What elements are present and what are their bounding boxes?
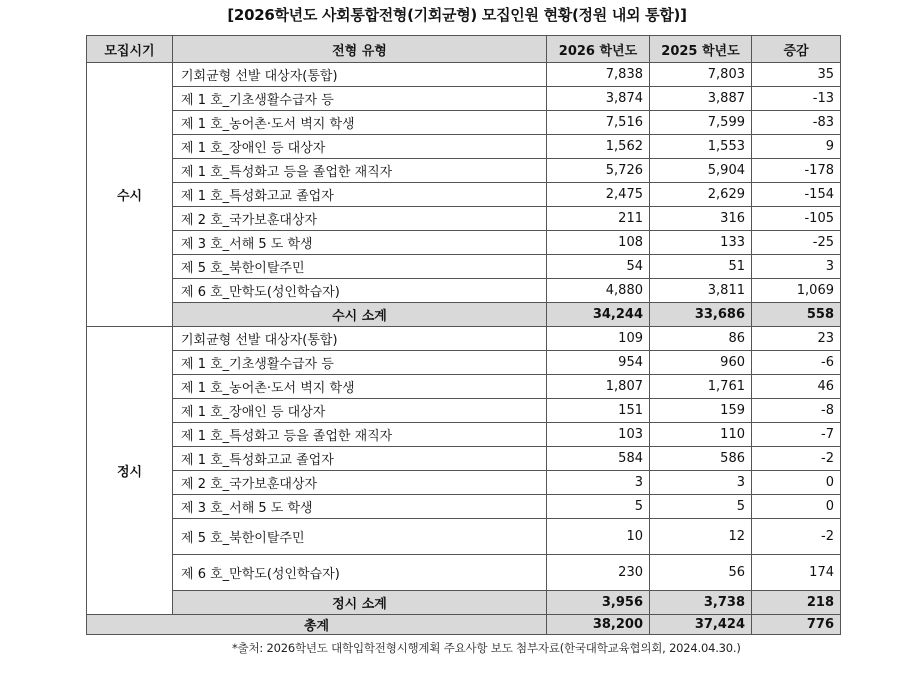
type-cell: 제 1 호_장애인 등 대상자 [173,135,547,159]
subtotal-2026: 3,956 [547,591,650,615]
header-diff: 증감 [752,36,841,63]
table-row [87,183,841,207]
diff-cell: -8 [752,399,841,423]
header-row [87,36,841,63]
header-period: 모집시기 [87,36,173,63]
value-2026-cell: 103 [547,423,650,447]
value-2025-cell: 56 [650,555,752,591]
table-row [87,207,841,231]
header-type: 전형 유형 [173,36,547,63]
subtotal-2026: 34,244 [547,303,650,327]
value-2025-cell: 51 [650,255,752,279]
admissions-table [86,35,841,635]
value-2025-cell: 110 [650,423,752,447]
table-row [87,495,841,519]
value-2025-cell: 3 [650,471,752,495]
type-cell: 제 3 호_서해 5 도 학생 [173,231,547,255]
type-cell: 제 2 호_국가보훈대상자 [173,471,547,495]
total-label: 총계 [87,615,547,635]
table-row [87,255,841,279]
diff-cell: -25 [752,231,841,255]
diff-cell: -105 [752,207,841,231]
value-2026-cell: 954 [547,351,650,375]
table-row [87,423,841,447]
value-2026-cell: 54 [547,255,650,279]
value-2025-cell: 960 [650,351,752,375]
jeongsi-subtotal-row [87,591,841,615]
diff-cell: 0 [752,495,841,519]
diff-cell: -7 [752,423,841,447]
diff-cell: 23 [752,327,841,351]
value-2026-cell: 5,726 [547,159,650,183]
type-cell: 제 1 호_특성화고 등을 졸업한 재직자 [173,159,547,183]
diff-cell: 174 [752,555,841,591]
type-cell: 제 6 호_만학도(성인학습자) [173,279,547,303]
value-2026-cell: 4,880 [547,279,650,303]
table-row [87,159,841,183]
value-2025-cell: 86 [650,327,752,351]
type-cell: 제 5 호_북한이탈주민 [173,519,547,555]
diff-cell: -83 [752,111,841,135]
diff-cell: 3 [752,255,841,279]
susi-subtotal-row [87,303,841,327]
type-cell: 제 3 호_서해 5 도 학생 [173,495,547,519]
subtotal-2025: 33,686 [650,303,752,327]
value-2025-cell: 316 [650,207,752,231]
type-cell: 제 2 호_국가보훈대상자 [173,207,547,231]
diff-cell: -178 [752,159,841,183]
diff-cell: -2 [752,447,841,471]
value-2025-cell: 5,904 [650,159,752,183]
type-cell: 제 1 호_농어촌·도서 벽지 학생 [173,375,547,399]
value-2026-cell: 151 [547,399,650,423]
table-row [87,135,841,159]
subtotal-label: 정시 소계 [173,591,547,615]
type-cell: 제 1 호_농어촌·도서 벽지 학생 [173,111,547,135]
type-cell: 제 5 호_북한이탈주민 [173,255,547,279]
type-cell: 제 1 호_특성화고교 졸업자 [173,183,547,207]
table-row [87,87,841,111]
diff-cell: -154 [752,183,841,207]
diff-cell: 9 [752,135,841,159]
table-row [87,63,841,87]
value-2026-cell: 7,516 [547,111,650,135]
value-2026-cell: 3 [547,471,650,495]
table-row [87,447,841,471]
value-2025-cell: 1,553 [650,135,752,159]
diff-cell: -13 [752,87,841,111]
value-2026-cell: 10 [547,519,650,555]
value-2026-cell: 584 [547,447,650,471]
susi-period-cell: 수시 [87,63,173,327]
subtotal-diff: 558 [752,303,841,327]
table-row [87,231,841,255]
diff-cell: -2 [752,519,841,555]
type-cell: 제 1 호_기초생활수급자 등 [173,351,547,375]
total-row [87,615,841,635]
value-2026-cell: 1,562 [547,135,650,159]
table-row [87,399,841,423]
value-2025-cell: 3,887 [650,87,752,111]
type-cell: 제 1 호_장애인 등 대상자 [173,399,547,423]
page-title: [2026학년도 사회통합전형(기회균형) 모집인원 현황(정원 내외 통합)] [227,6,687,24]
value-2025-cell: 3,811 [650,279,752,303]
type-cell: 제 1 호_특성화고 등을 졸업한 재직자 [173,423,547,447]
value-2025-cell: 7,599 [650,111,752,135]
value-2026-cell: 7,838 [547,63,650,87]
value-2026-cell: 109 [547,327,650,351]
value-2026-cell: 2,475 [547,183,650,207]
value-2026-cell: 108 [547,231,650,255]
total-diff: 776 [752,615,841,635]
value-2025-cell: 1,761 [650,375,752,399]
value-2025-cell: 5 [650,495,752,519]
value-2025-cell: 159 [650,399,752,423]
diff-cell: 35 [752,63,841,87]
diff-cell: -6 [752,351,841,375]
type-cell: 제 6 호_만학도(성인학습자) [173,555,547,591]
diff-cell: 46 [752,375,841,399]
subtotal-2025: 3,738 [650,591,752,615]
value-2025-cell: 12 [650,519,752,555]
table-row [87,327,841,351]
jeongsi-period-cell: 정시 [87,327,173,615]
table-row [87,555,841,591]
subtotal-label: 수시 소계 [173,303,547,327]
table-row [87,351,841,375]
source-note: *출처: 2026학년도 대학입학전형시행계획 주요사항 보도 첨부자료(한국대학교육협의회, 2024.04.30.) [232,641,741,655]
diff-cell: 0 [752,471,841,495]
table-row [87,375,841,399]
value-2026-cell: 3,874 [547,87,650,111]
table-body [87,63,841,635]
value-2025-cell: 586 [650,447,752,471]
header-2026: 2026 학년도 [547,36,650,63]
value-2025-cell: 133 [650,231,752,255]
value-2025-cell: 2,629 [650,183,752,207]
value-2026-cell: 1,807 [547,375,650,399]
value-2026-cell: 230 [547,555,650,591]
value-2026-cell: 211 [547,207,650,231]
table-row [87,471,841,495]
table-row [87,279,841,303]
subtotal-diff: 218 [752,591,841,615]
total-2025: 37,424 [650,615,752,635]
diff-cell: 1,069 [752,279,841,303]
table-row [87,519,841,555]
header-2025: 2025 학년도 [650,36,752,63]
value-2025-cell: 7,803 [650,63,752,87]
total-2026: 38,200 [547,615,650,635]
type-cell: 기회균형 선발 대상자(통합) [173,63,547,87]
type-cell: 기회균형 선발 대상자(통합) [173,327,547,351]
value-2026-cell: 5 [547,495,650,519]
type-cell: 제 1 호_특성화고교 졸업자 [173,447,547,471]
table-row [87,111,841,135]
type-cell: 제 1 호_기초생활수급자 등 [173,87,547,111]
